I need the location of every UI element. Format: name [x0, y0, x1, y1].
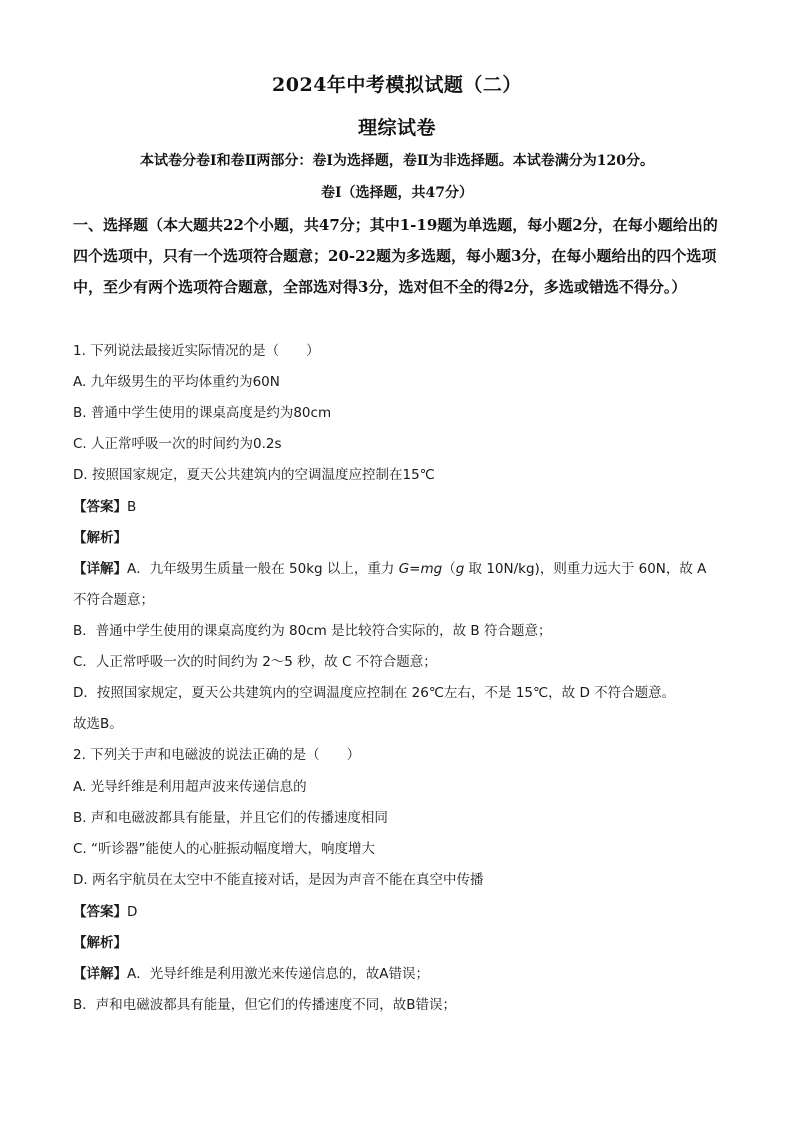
q1-detail-a-text2: （ [442, 561, 456, 577]
q1-analysis-tag [73, 526, 127, 546]
q2-option-b: B. 声和电磁波都具有能量，并且它们的传播速度相同 [73, 810, 388, 826]
exam-subtitle: 理综试卷 [357, 117, 436, 139]
q2-answer [73, 900, 137, 920]
exam-title: 2024年中考模拟试题（二） [272, 74, 522, 96]
q1-conclusion: 故选B。 [73, 716, 123, 732]
section-heading: 一、选择题（本大题共22个小题，共47分；其中1-19题为单选题，每小题2分，在每小题给出的四个选项中，只有一个选项符合题意；20-22题为多选题，每小题3分，在每小题给出的四个选项中，至少有两个选项符合题意，全部选对得3分，选对但不全的得2分，多选或错选不得分。） [73, 216, 718, 296]
q2-option-a: A. 光导纤维是利用超声波来传递信息的 [73, 779, 307, 795]
q2-detail-b: B．声和电磁波都具有能量，但它们的传播速度不同，故B错误； [73, 997, 457, 1013]
q1-detail-d: D．按照国家规定，夏天公共建筑内的空调温度应控制在 26℃左右，不是 15℃，故 D 不符合题意。 [73, 685, 676, 701]
q2-detail-a-text: A．光导纤维是利用激光来传递信息的，故A错误； [127, 966, 429, 982]
q2-stem: 2. 下列关于声和电磁波的说法正确的是（ ） [73, 747, 361, 763]
q1-detail-c: C．人正常呼吸一次的时间约为 2～5 秒，故 C 不符合题意； [73, 654, 437, 670]
q2-answer-value: D [127, 904, 138, 920]
q2-option-c: C. “听诊器”能使人的心脏振动幅度增大，响度增大 [73, 841, 375, 857]
q1-detail-a [73, 557, 706, 577]
q1-detail-a-text3: 取 10N/kg)，则重力远大于 60N，故 A [464, 561, 707, 577]
q2-analysis-tag [73, 931, 127, 951]
q1-option-c: C. 人正常呼吸一次的时间约为0.2s [73, 436, 282, 452]
exam-intro: 本试卷分卷Ⅰ和卷Ⅱ两部分：卷Ⅰ为选择题，卷Ⅱ为非选择题。本试卷满分为120分。 [140, 153, 654, 169]
q1-option-d: D. 按照国家规定，夏天公共建筑内的空调温度应控制在15℃ [73, 467, 435, 483]
q1-option-a: A. 九年级男生的平均体重约为60N [73, 374, 280, 390]
q2-answer-tag: 【答案】 [73, 904, 127, 920]
q1-stem: 1. 下列说法最接近实际情况的是（ ） [73, 343, 320, 359]
q1-detail-a-cont: 不符合题意； [73, 592, 154, 608]
q2-analysis-label: 【解析】 [73, 935, 127, 951]
q1-answer [73, 495, 136, 515]
q1-g-symbol: g [455, 561, 465, 577]
q1-option-b: B. 普通中学生使用的课桌高度是约为80cm [73, 405, 332, 421]
q2-option-d: D. 两名宇航员在太空中不能直接对话，是因为声音不能在真空中传播 [73, 872, 484, 888]
q2-detail-a [73, 962, 429, 982]
q1-answer-tag: 【答案】 [73, 499, 127, 515]
q1-analysis-label: 【解析】 [73, 530, 127, 546]
q1-answer-value: B [127, 499, 137, 515]
q1-detail-b: B．普通中学生使用的课桌高度约为 80cm 是比较符合实际的，故 B 符合题意； [73, 623, 552, 639]
q2-detail-tag: 【详解】 [73, 966, 127, 982]
part-heading: 卷Ⅰ（选择题，共47分） [320, 185, 474, 201]
q1-detail-tag: 【详解】 [73, 561, 127, 577]
q1-formula: G=mg [398, 561, 443, 577]
q1-detail-a-text1: A．九年级男生质量一般在 50kg 以上，重力 [127, 561, 395, 577]
